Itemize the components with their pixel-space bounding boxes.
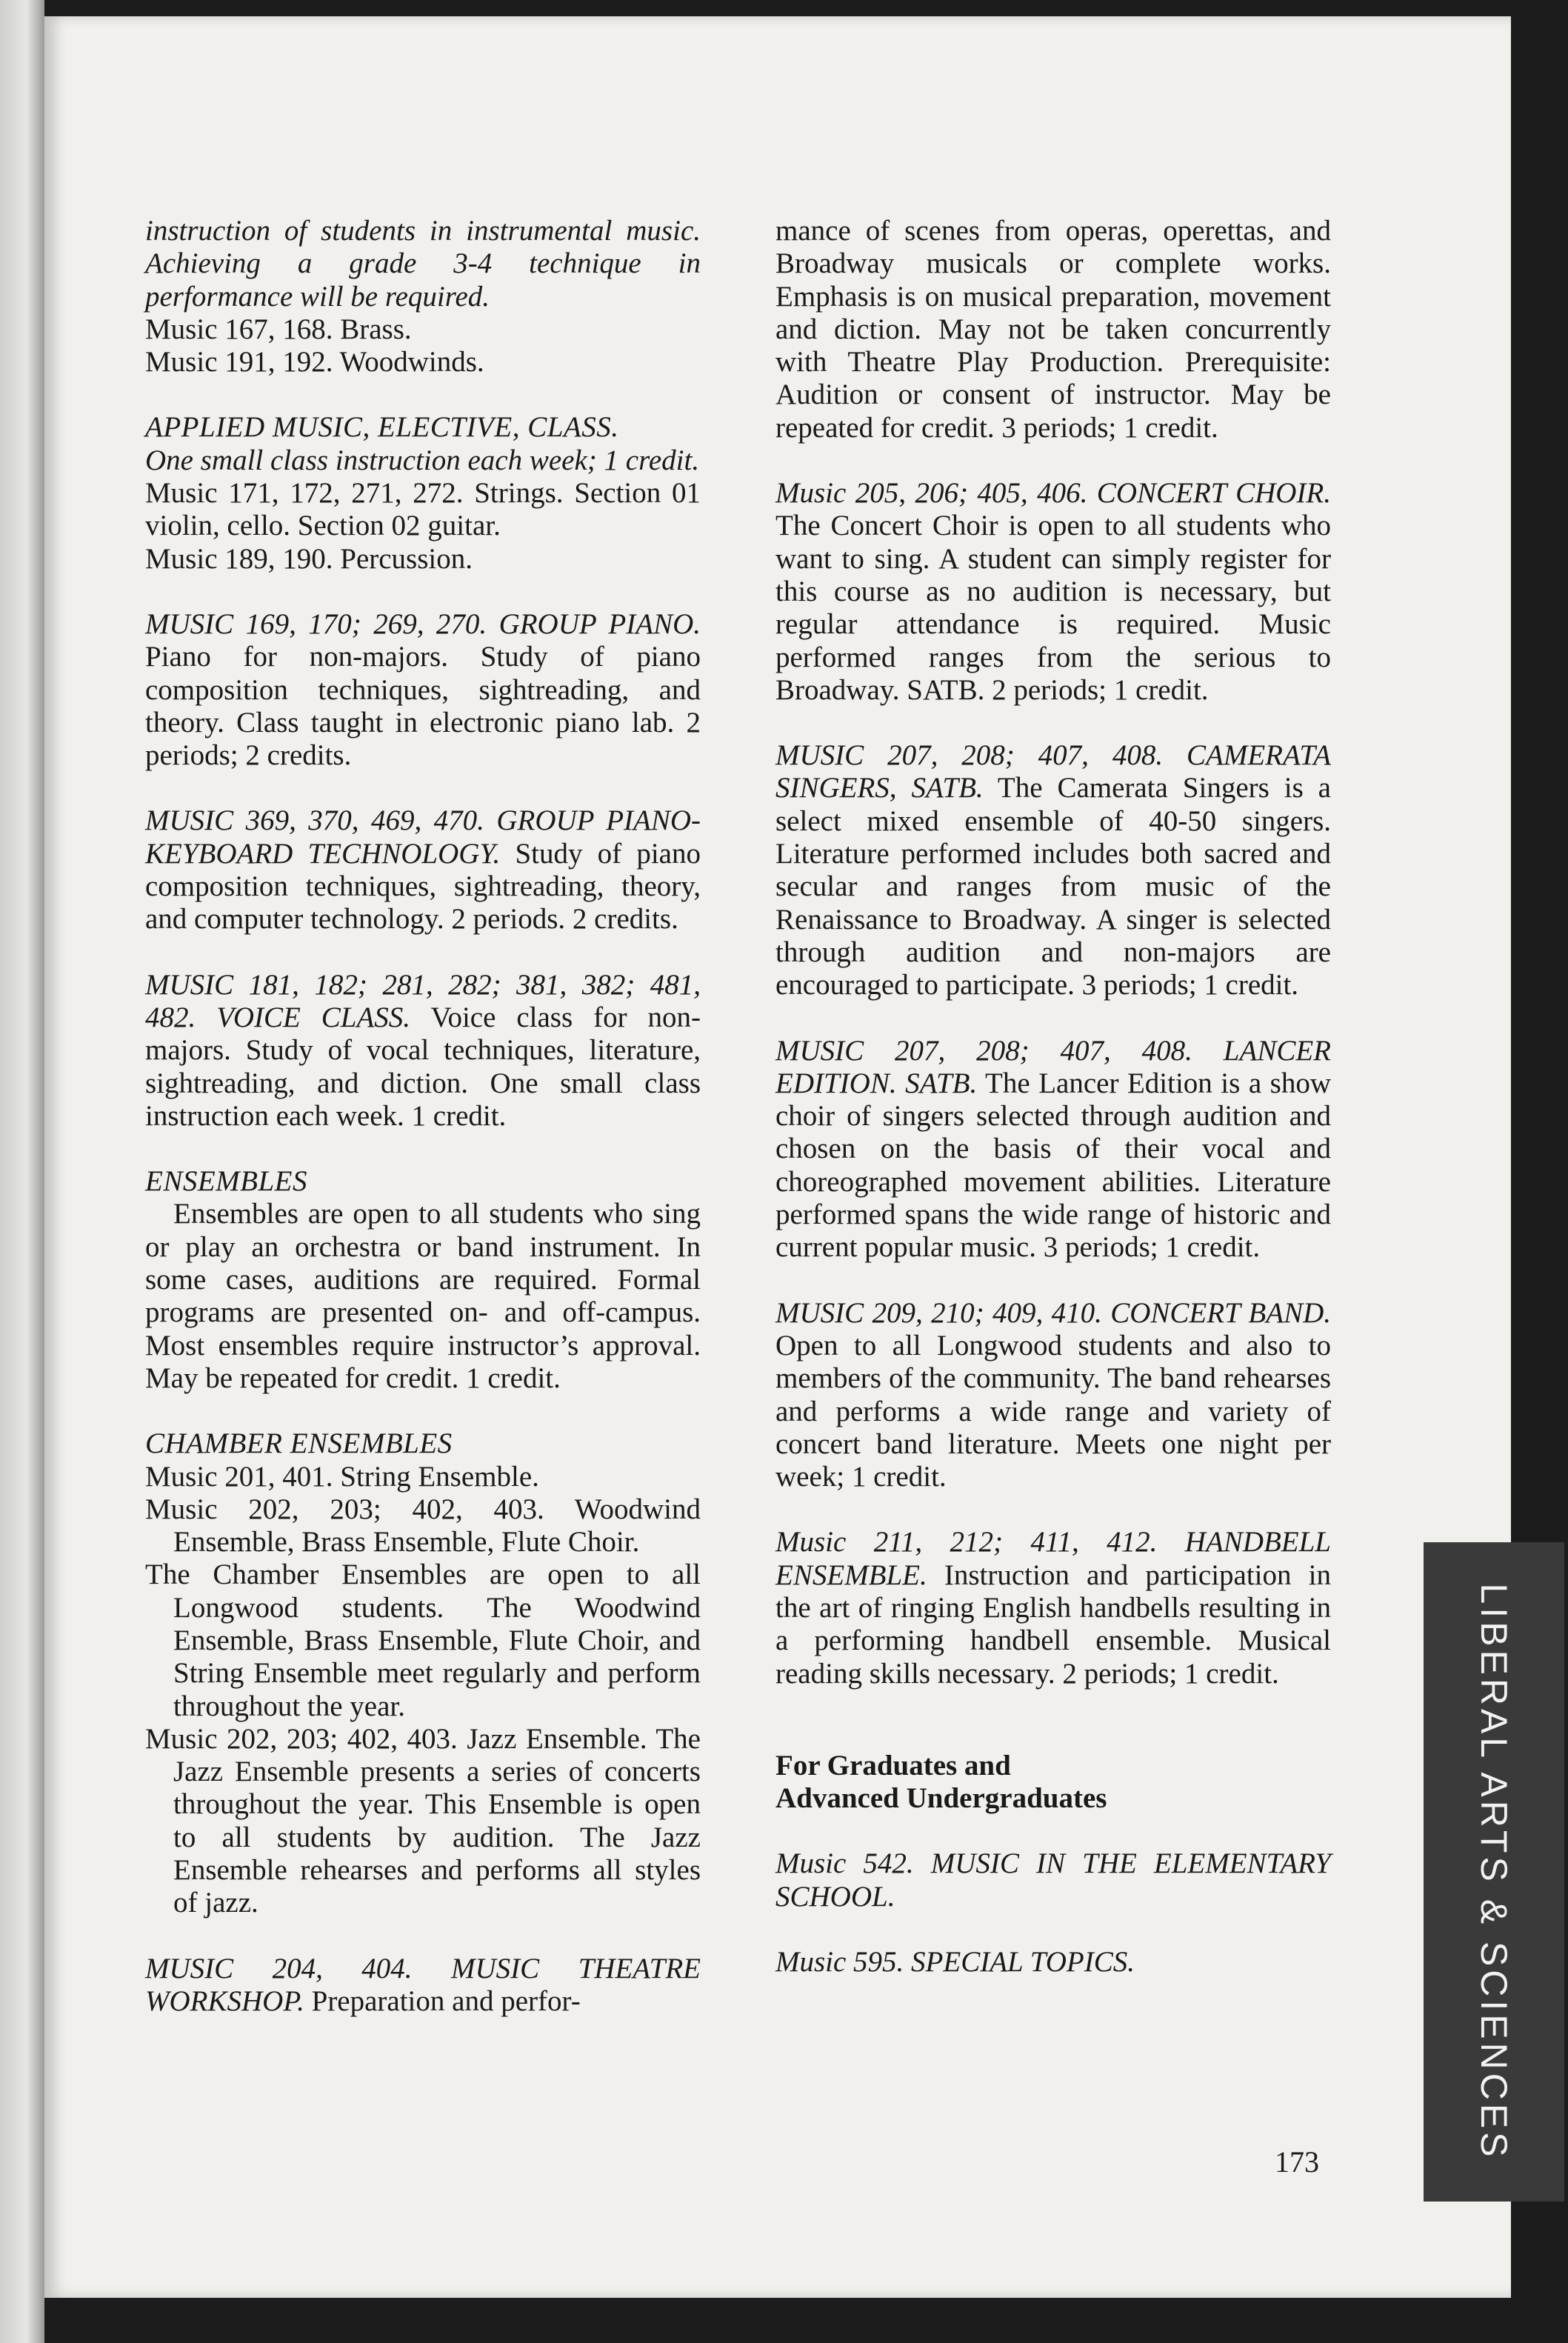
chamber-woodwind: Music 202, 203; 402, 403. Woodwind Ensemble, Brass Ensemble, Flute Choir. (145, 1493, 701, 1559)
group-piano-text: Piano for non-majors. Study of piano composition techniques, sightreading, and theory. Class taught in electronic piano lab. 2 periods; 2 credits. (145, 641, 701, 772)
applied-percussion: Music 189, 190. Percussion. (145, 542, 473, 575)
concert-choir-heading: Music 205, 206; 405, 406. CONCERT CHOIR. (775, 477, 1331, 510)
camerata-text: The Camerata Singers is a select mixed ensemble of 40-50 singers. Literature performed includes both sacred and secular and ranges from music of the Renaissance to Broadway. A singer is selected through audition and non-majors are encouraged to participate. 3 periods; 1 credit. (775, 772, 1331, 1001)
chamber-heading: CHAMBER ENSEMBLES (145, 1427, 453, 1460)
concert-band-text: Open to all Longwood students and also to members of the community. The band rehearses and performs a wide range and variety of concert band literature. Meets one night per week; 1 credit. (775, 1329, 1331, 1493)
page-number: 173 (1275, 2145, 1319, 2179)
concert-band-heading: MUSIC 209, 210; 409, 410. CONCERT BAND. (775, 1296, 1331, 1329)
camerata-heading: MUSIC 207, 208; 407, 408. CAMERATA SINGERS, SATB. (775, 739, 1331, 804)
section-side-tab (1424, 1542, 1564, 2202)
music-595: Music 595. SPECIAL TOPICS. (775, 1946, 1135, 1979)
side-tab-label: LIBERAL ARTS & SCIENCES (1473, 1583, 1515, 2161)
graduates-heading-line-1: For Graduates and (775, 1749, 1011, 1782)
concert-band-entry (775, 1297, 1331, 1494)
applied-strings: Music 171, 172, 271, 272. Strings. Section 01 violin, cello. Section 02 guitar. (145, 477, 701, 542)
handbell-entry (775, 1526, 1331, 1690)
voice-class-heading: MUSIC 181, 182; 281, 282; 381, 382; 481, 482. VOICE CLASS. (145, 968, 701, 1033)
theatre-continued: mance of scenes from operas, operettas, and Broadway musicals or complete works. Emphasis is on musical preparation, movement and diction. May not be taken concurrently with Theatre Play Production. Prerequisite: Audition or consent of instructor. May be repeated for credit. 3 periods; 1 credit. (775, 215, 1331, 444)
piano-keyboard-heading: MUSIC 369, 370, 469, 470. GROUP PIANO-KEYBOARD TECHNOLOGY. (145, 804, 701, 870)
piano-keyboard-entry (145, 804, 701, 936)
chamber-description: The Chamber Ensembles are open to all Longwood students. The Woodwind Ensemble, Brass Ensemble, Flute Choir, and String Ensemble meet regularly and perform throughout the year. (145, 1559, 701, 1722)
lancer-entry (775, 1035, 1331, 1264)
camerata-entry (775, 739, 1331, 1001)
ensembles-heading: ENSEMBLES (145, 1165, 307, 1198)
right-column (775, 215, 1331, 1979)
handbell-text: Instruction and participation in the art of ringing English handbells resulting in a performing handbell ensemble. Musical reading skills necessary. 2 periods; 1 credit. (775, 1559, 1331, 1690)
voice-class-text: Voice class for non-majors. Study of vocal techniques, literature, sightreading, and diction. One small class instruction each week. 1 credit. (145, 1001, 701, 1132)
lancer-heading: MUSIC 207, 208; 407, 408. LANCER EDITION. SATB. (775, 1034, 1331, 1099)
concert-choir-entry (775, 477, 1331, 707)
left-column (145, 215, 701, 2018)
piano-keyboard-text: Study of piano composition techniques, sightreading, theory, and computer technology. 2 periods. 2 credits. (145, 837, 701, 936)
handbell-heading: Music 211, 212; 411, 412. HANDBELL ENSEMBLE. (775, 1526, 1331, 1591)
chamber-jazz: Music 202, 203; 402, 403. Jazz Ensemble. The Jazz Ensemble presents a series of concerts throughout the year. This Ensemble is open to all students by audition. The Jazz Ensemble rehearses and performs all styles of jazz. (145, 1722, 701, 1919)
music-542: Music 542. MUSIC IN THE ELEMENTARY SCHOOL. (775, 1847, 1331, 1913)
group-piano-entry (145, 608, 701, 772)
lancer-text: The Lancer Edition is a show choir of singers selected through audition and chosen on the basis of their vocal and choreographed movement abilities. Literature performed spans the wide range of historic and current popular music. 3 periods; 1 credit. (775, 1067, 1331, 1264)
concert-choir-text: The Concert Choir is open to all students who want to sing. A student can simply register for this course as no audition is necessary, but regular attendance is required. Music performed ranges from the serious to Broadway. SATB. 2 periods; 1 credit. (775, 510, 1331, 706)
intro-line-woodwinds: Music 191, 192. Woodwinds. (145, 346, 484, 379)
theatre-entry (145, 1953, 701, 2019)
voice-class-entry (145, 969, 701, 1133)
graduates-heading-line-2: Advanced Undergraduates (775, 1782, 1107, 1815)
intro-line-brass: Music 167, 168. Brass. (145, 313, 412, 345)
group-piano-heading: MUSIC 169, 170; 269, 270. GROUP PIANO. (145, 607, 701, 640)
adjacent-page-edge (0, 0, 44, 2343)
theatre-heading: MUSIC 204, 404. MUSIC THEATRE WORKSHOP. (145, 1952, 701, 2017)
applied-subheading: One small class instruction each week; 1 credit. (145, 444, 700, 476)
applied-heading: APPLIED MUSIC, ELECTIVE, CLASS. (145, 411, 619, 444)
intro-italic: instruction of students in instrumental music. Achieving a grade 3-4 technique in performance will be required. (145, 215, 701, 313)
theatre-text: Preparation and perfor- (311, 1984, 581, 2017)
chamber-string: Music 201, 401. String Ensemble. (145, 1460, 539, 1493)
ensembles-text: Ensembles are open to all students who sing or play an orchestra or band instrument. In some cases, auditions are required. Formal programs are presented on- and off-campus. Most ensembles require instructor’s approval. May be repeated for credit. 1 credit. (145, 1198, 701, 1394)
